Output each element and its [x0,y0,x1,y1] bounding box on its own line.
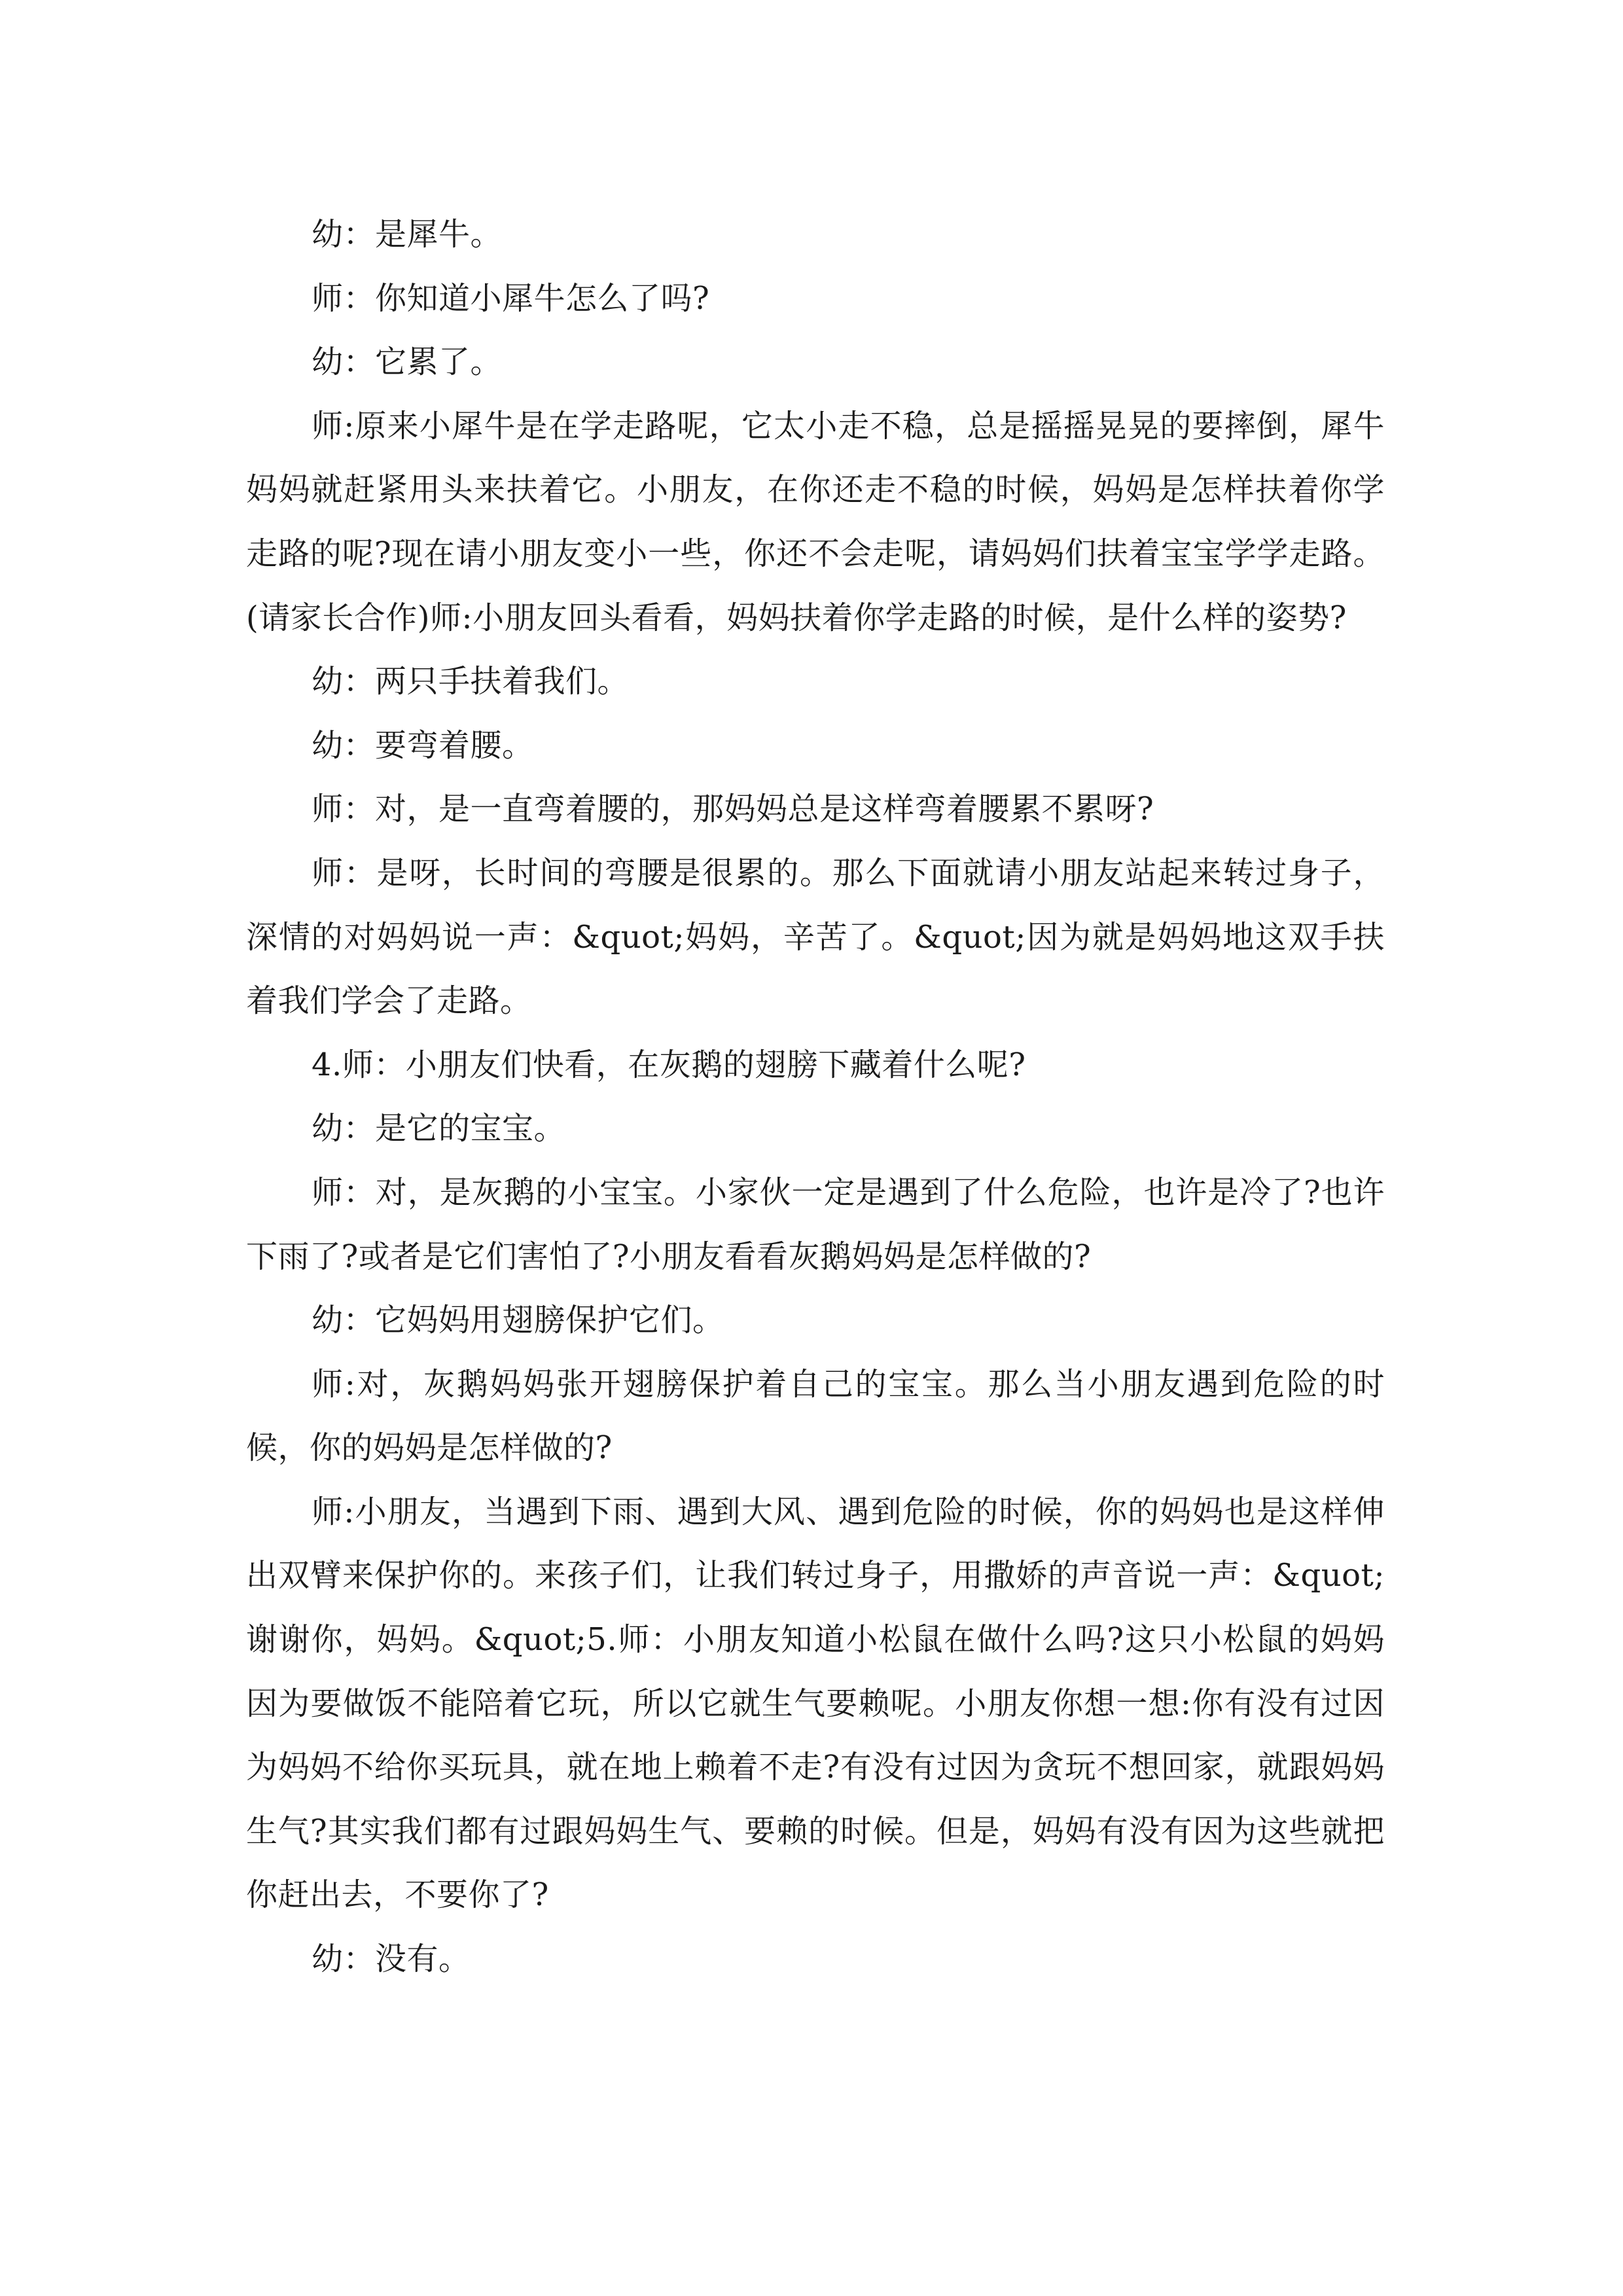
paragraph-3: 幼：它累了。 [312,344,503,381]
paragraph-13: 师:对，灰鹅妈妈张开翅膀保护着自己的宝宝。那么当小朋友遇到危险的时候，你的妈妈是怎样做的? [246,1365,1385,1467]
paragraph-5: 幼：两只手扶着我们。 [312,663,630,700]
paragraph-8: 师：是呀，长时间的弯腰是很累的。那么下面就请小朋友站起来转过身子，深情的对妈妈说一声：&quot;妈妈，辛苦了。&quot;因为就是妈妈地这双手扶着我们学会了走路。 [246,854,1385,1020]
paragraph-14: 师:小朋友，当遇到下雨、遇到大风、遇到危险的时候，你的妈妈也是这样伸出双臂来保护你的。来孩子们，让我们转过身子，用撒娇的声音说一声：&quot;谢谢你，妈妈。&quot;5.师：小朋友知道小松鼠在做什么吗?这只小松鼠的妈妈因为要做饭不能陪着它玩，所以它就生气要赖呢。小朋友你想一想:你有没有过因为妈妈不给你买玩具，就在地上赖着不走?有没有过因为贪玩不想回家，就跟妈妈生气?其实我们都有过跟妈妈生气、要赖的时候。但是，妈妈有没有因为这些就把你赶出去，不要你了? [246,1493,1385,1914]
paragraph-2: 师：你知道小犀牛怎么了吗? [312,279,710,317]
paragraph-7: 师：对，是一直弯着腰的，那妈妈总是这样弯着腰累不累呀? [312,791,1154,828]
paragraph-4: 师:原来小犀牛是在学走路呢，它太小走不稳，总是摇摇晃晃的要摔倒，犀牛妈妈就赶紧用头来扶着它。小朋友，在你还走不稳的时候，妈妈是怎样扶着你学走路的呢?现在请小朋友变小一些，你还不会走呢，请妈妈们扶着宝宝学学走路。(请家长合作)师:小朋友回头看看，妈妈扶着你学走路的时候，是什么样的姿势? [246,407,1385,636]
paragraph-10: 幼：是它的宝宝。 [312,1110,566,1147]
paragraph-1: 幼：是犀牛。 [312,216,503,253]
paragraph-9: 4.师：小朋友们快看，在灰鹅的翅膀下藏着什么呢? [312,1046,1026,1083]
paragraph-15: 幼：没有。 [312,1941,471,1978]
paragraph-6: 幼：要弯着腰。 [312,726,534,764]
paragraph-11: 师：对，是灰鹅的小宝宝。小家伙一定是遇到了什么危险，也许是冷了?也许下雨了?或者是它们害怕了?小朋友看看灰鹅妈妈是怎样做的? [246,1174,1385,1275]
paragraph-12: 幼：它妈妈用翅膀保护它们。 [312,1302,724,1339]
document-page [246,203,1385,1992]
